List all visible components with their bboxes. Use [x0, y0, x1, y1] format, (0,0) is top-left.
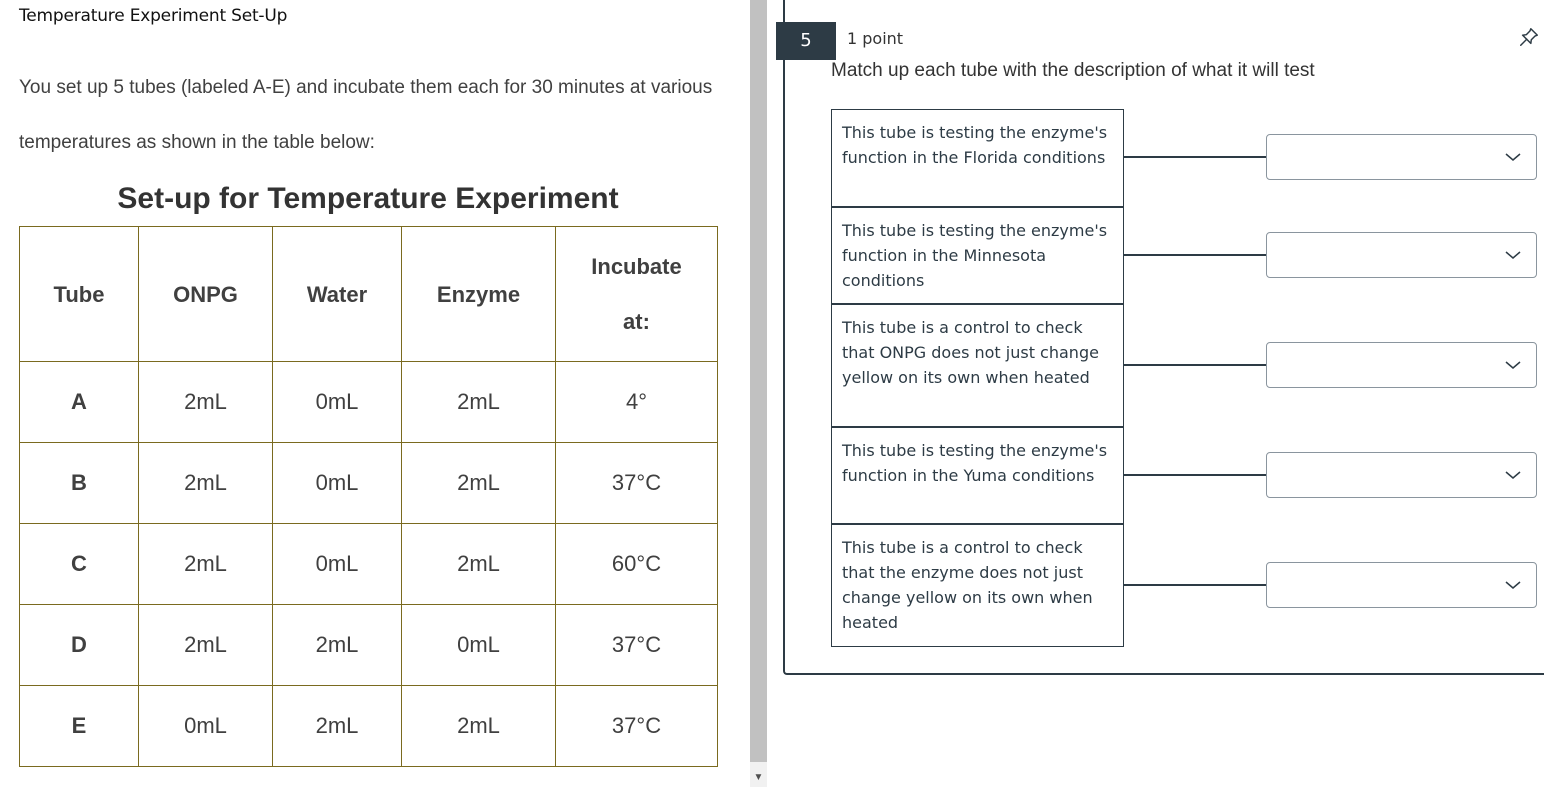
enzyme-cell: 2mL	[402, 686, 556, 767]
setup-title: Temperature Experiment Set-Up	[19, 6, 288, 26]
enzyme-cell: 2mL	[402, 362, 556, 443]
header-onpg: ONPG	[139, 227, 273, 362]
incubate-cell: 60°C	[556, 524, 718, 605]
header-tube: Tube	[20, 227, 139, 362]
onpg-cell: 2mL	[139, 362, 273, 443]
match-connector-line	[1124, 364, 1266, 366]
tube-cell: E	[20, 686, 139, 767]
header-enzyme: Enzyme	[402, 227, 556, 362]
chevron-down-icon	[1504, 148, 1522, 166]
question-points: 1 point	[847, 29, 904, 48]
match-description: This tube is testing the enzyme's function in the Minnesota conditions	[831, 207, 1124, 304]
question-prompt: Match up each tube with the description of what it will test	[831, 60, 1315, 81]
match-connector-line	[1124, 474, 1266, 476]
chevron-down-icon	[1504, 246, 1522, 264]
header-water: Water	[273, 227, 402, 362]
chevron-down-icon	[1504, 356, 1522, 374]
pin-icon[interactable]	[1518, 26, 1540, 48]
incubate-cell: 37°C	[556, 443, 718, 524]
table-row	[20, 443, 718, 524]
match-description: This tube is a control to check that the enzyme does not just change yellow on its own when heated	[831, 524, 1124, 647]
match-connector-line	[1124, 254, 1266, 256]
match-select-2[interactable]	[1266, 232, 1537, 278]
onpg-cell: 0mL	[139, 686, 273, 767]
match-connector-line	[1124, 584, 1266, 586]
tube-cell: B	[20, 443, 139, 524]
match-select-4[interactable]	[1266, 452, 1537, 498]
question-panel	[783, 0, 1544, 675]
table-header-row	[20, 227, 718, 362]
match-description: This tube is testing the enzyme's function in the Florida conditions	[831, 109, 1124, 207]
incubate-cell: 37°C	[556, 686, 718, 767]
header-incubate: Incubate at:	[556, 227, 718, 362]
tube-cell: C	[20, 524, 139, 605]
enzyme-cell: 2mL	[402, 524, 556, 605]
chevron-down-icon	[1504, 466, 1522, 484]
incubate-cell: 37°C	[556, 605, 718, 686]
match-select-5[interactable]	[1266, 562, 1537, 608]
table-row	[20, 686, 718, 767]
chevron-down-icon	[1504, 576, 1522, 594]
scrollbar-thumb[interactable]	[750, 0, 767, 762]
match-description: This tube is a control to check that ONPG does not just change yellow on its own when heated	[831, 304, 1124, 427]
table-row	[20, 524, 718, 605]
left-pane	[0, 0, 748, 787]
match-connector-line	[1124, 156, 1266, 158]
table-row	[20, 362, 718, 443]
water-cell: 0mL	[273, 362, 402, 443]
scroll-down-arrow-icon[interactable]: ▼	[753, 772, 764, 783]
table-title: Set-up for Temperature Experiment	[117, 182, 619, 215]
onpg-cell: 2mL	[139, 524, 273, 605]
onpg-cell: 2mL	[139, 443, 273, 524]
setup-description: You set up 5 tubes (labeled A-E) and incubate them each for 30 minutes at various temperatures as shown in the table below:	[19, 77, 713, 153]
question-number: 5	[776, 22, 836, 60]
incubate-cell: 4°	[556, 362, 718, 443]
match-select-1[interactable]	[1266, 134, 1537, 180]
tube-cell: D	[20, 605, 139, 686]
table-row	[20, 605, 718, 686]
match-description: This tube is testing the enzyme's function in the Yuma conditions	[831, 427, 1124, 524]
water-cell: 0mL	[273, 524, 402, 605]
enzyme-cell: 0mL	[402, 605, 556, 686]
setup-table	[19, 226, 718, 767]
water-cell: 2mL	[273, 605, 402, 686]
left-pane-scrollbar[interactable]	[750, 0, 767, 787]
onpg-cell: 2mL	[139, 605, 273, 686]
match-select-3[interactable]	[1266, 342, 1537, 388]
tube-cell: A	[20, 362, 139, 443]
enzyme-cell: 2mL	[402, 443, 556, 524]
water-cell: 0mL	[273, 443, 402, 524]
water-cell: 2mL	[273, 686, 402, 767]
